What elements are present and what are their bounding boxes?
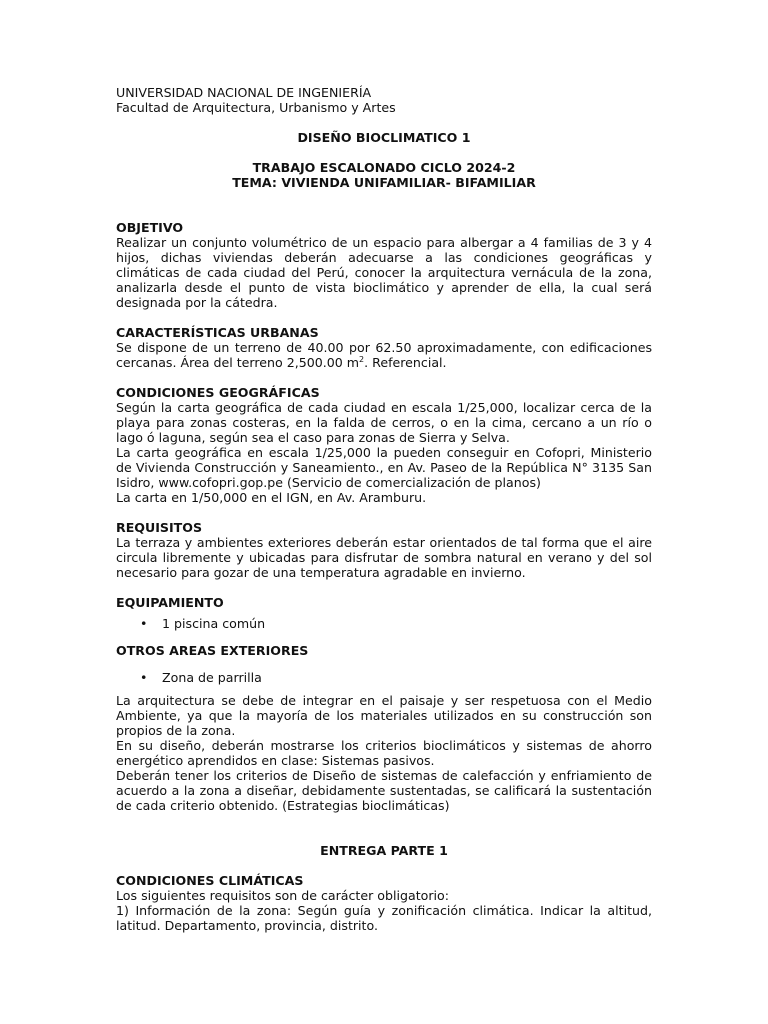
faculty-name: Facultad de Arquitectura, Urbanismo y Artes: [116, 100, 396, 115]
objetivo-text: Realizar un conjunto volumétrico de un espacio para albergar a 4 familias de 3 y 4 hijos, dichas viviendas deberán adecuarse a las condiciones geográficas y climáticas de cada ciudad del Perú, conocer la arquitectura vernácula de la zona, analizarla desde el punto de vista bioclimático y aprender de ella, la cual será designada por la cátedra.: [116, 235, 652, 310]
area-unit-superscript: 2: [359, 354, 365, 364]
caracteristicas-heading: CARACTERÍSTICAS URBANAS: [116, 325, 319, 340]
theme-title: TEMA: VIVIENDA UNIFAMILIAR- BIFAMILIAR: [232, 175, 536, 190]
entrega-title: ENTREGA PARTE 1: [320, 843, 448, 858]
caracteristicas-text: [116, 340, 652, 370]
climaticas-paragraph-1: Los siguientes requisitos son de carácter obligatorio:: [116, 888, 449, 903]
work-title: TRABAJO ESCALONADO CICLO 2024-2: [252, 160, 516, 175]
document-content: [116, 85, 652, 933]
otros-areas-heading: OTROS AREAS EXTERIORES: [116, 643, 309, 658]
climaticas-body: [116, 888, 652, 933]
geograficas-body: [116, 400, 652, 505]
requisitos-text: La terraza y ambientes exteriores deberán estar orientados de tal forma que el aire circula libremente y ubicadas para disfrutar de sombra natural en verano y del sol necesario para gozar de una temperatura agradable en invierno.: [116, 535, 652, 580]
geograficas-paragraph-1: Según la carta geográfica de cada ciudad en escala 1/25,000, localizar cerca de la playa para zonas costeras, en la falda de cerros, o en la cima, cercano a un río o lago ó laguna, según sea el caso para zonas de Sierra y Selva.: [116, 400, 652, 445]
objetivo-heading: OBJETIVO: [116, 220, 184, 235]
general-body: [116, 693, 652, 813]
climaticas-heading: CONDICIONES CLIMÁTICAS: [116, 873, 304, 888]
geograficas-paragraph-2: La carta geográfica en escala 1/25,000 la pueden conseguir en Cofopri, Ministerio de Vivienda Construcción y Saneamiento., en Av. Paseo de la República N° 3135 San Isidro, www.cofopri.gop.pe (Servicio de comercialización de planos): [116, 445, 652, 490]
university-name: UNIVERSIDAD NACIONAL DE INGENIERÍA: [116, 85, 372, 100]
body-paragraph-3: Deberán tener los criterios de Diseño de sistemas de calefacción y enfriamiento de acuerdo a la zona a diseñar, debidamente sustentadas, se calificará la sustentación de cada criterio obtenido. (Estrategias bioclimáticas): [116, 768, 652, 813]
equipamiento-heading: EQUIPAMIENTO: [116, 595, 224, 610]
course-title: DISEÑO BIOCLIMATICO 1: [297, 130, 471, 145]
caracteristicas-text-main: Se dispone de un terreno de 40.00 por 62.50 aproximadamente, con edificaciones cercanas. Área del terreno 2,500.00 m: [116, 340, 652, 370]
climaticas-paragraph-2: 1) Información de la zona: Según guía y zonificación climática. Indicar la altitud, latitud. Departamento, provincia, distrito.: [116, 903, 652, 933]
requisitos-heading: REQUISITOS: [116, 520, 203, 535]
otros-areas-list: [116, 670, 652, 685]
geograficas-paragraph-3: La carta en 1/50,000 en el IGN, en Av. Aramburu.: [116, 490, 427, 505]
equipamiento-list: [116, 616, 652, 631]
list-item: • Zona de parrilla: [116, 670, 652, 685]
body-paragraph-2: En su diseño, deberán mostrarse los criterios bioclimáticos y sistemas de ahorro energético aprendidos en clase: Sistemas pasivos.: [116, 738, 652, 768]
geograficas-heading: CONDICIONES GEOGRÁFICAS: [116, 385, 320, 400]
caracteristicas-text-end: . Referencial.: [364, 355, 447, 370]
body-paragraph-1: La arquitectura se debe de integrar en el paisaje y ser respetuosa con el Medio Ambiente, ya que la mayoría de los materiales utilizados en su construcción son propios de la zona.: [116, 693, 652, 738]
list-item: • 1 piscina común: [116, 616, 652, 631]
